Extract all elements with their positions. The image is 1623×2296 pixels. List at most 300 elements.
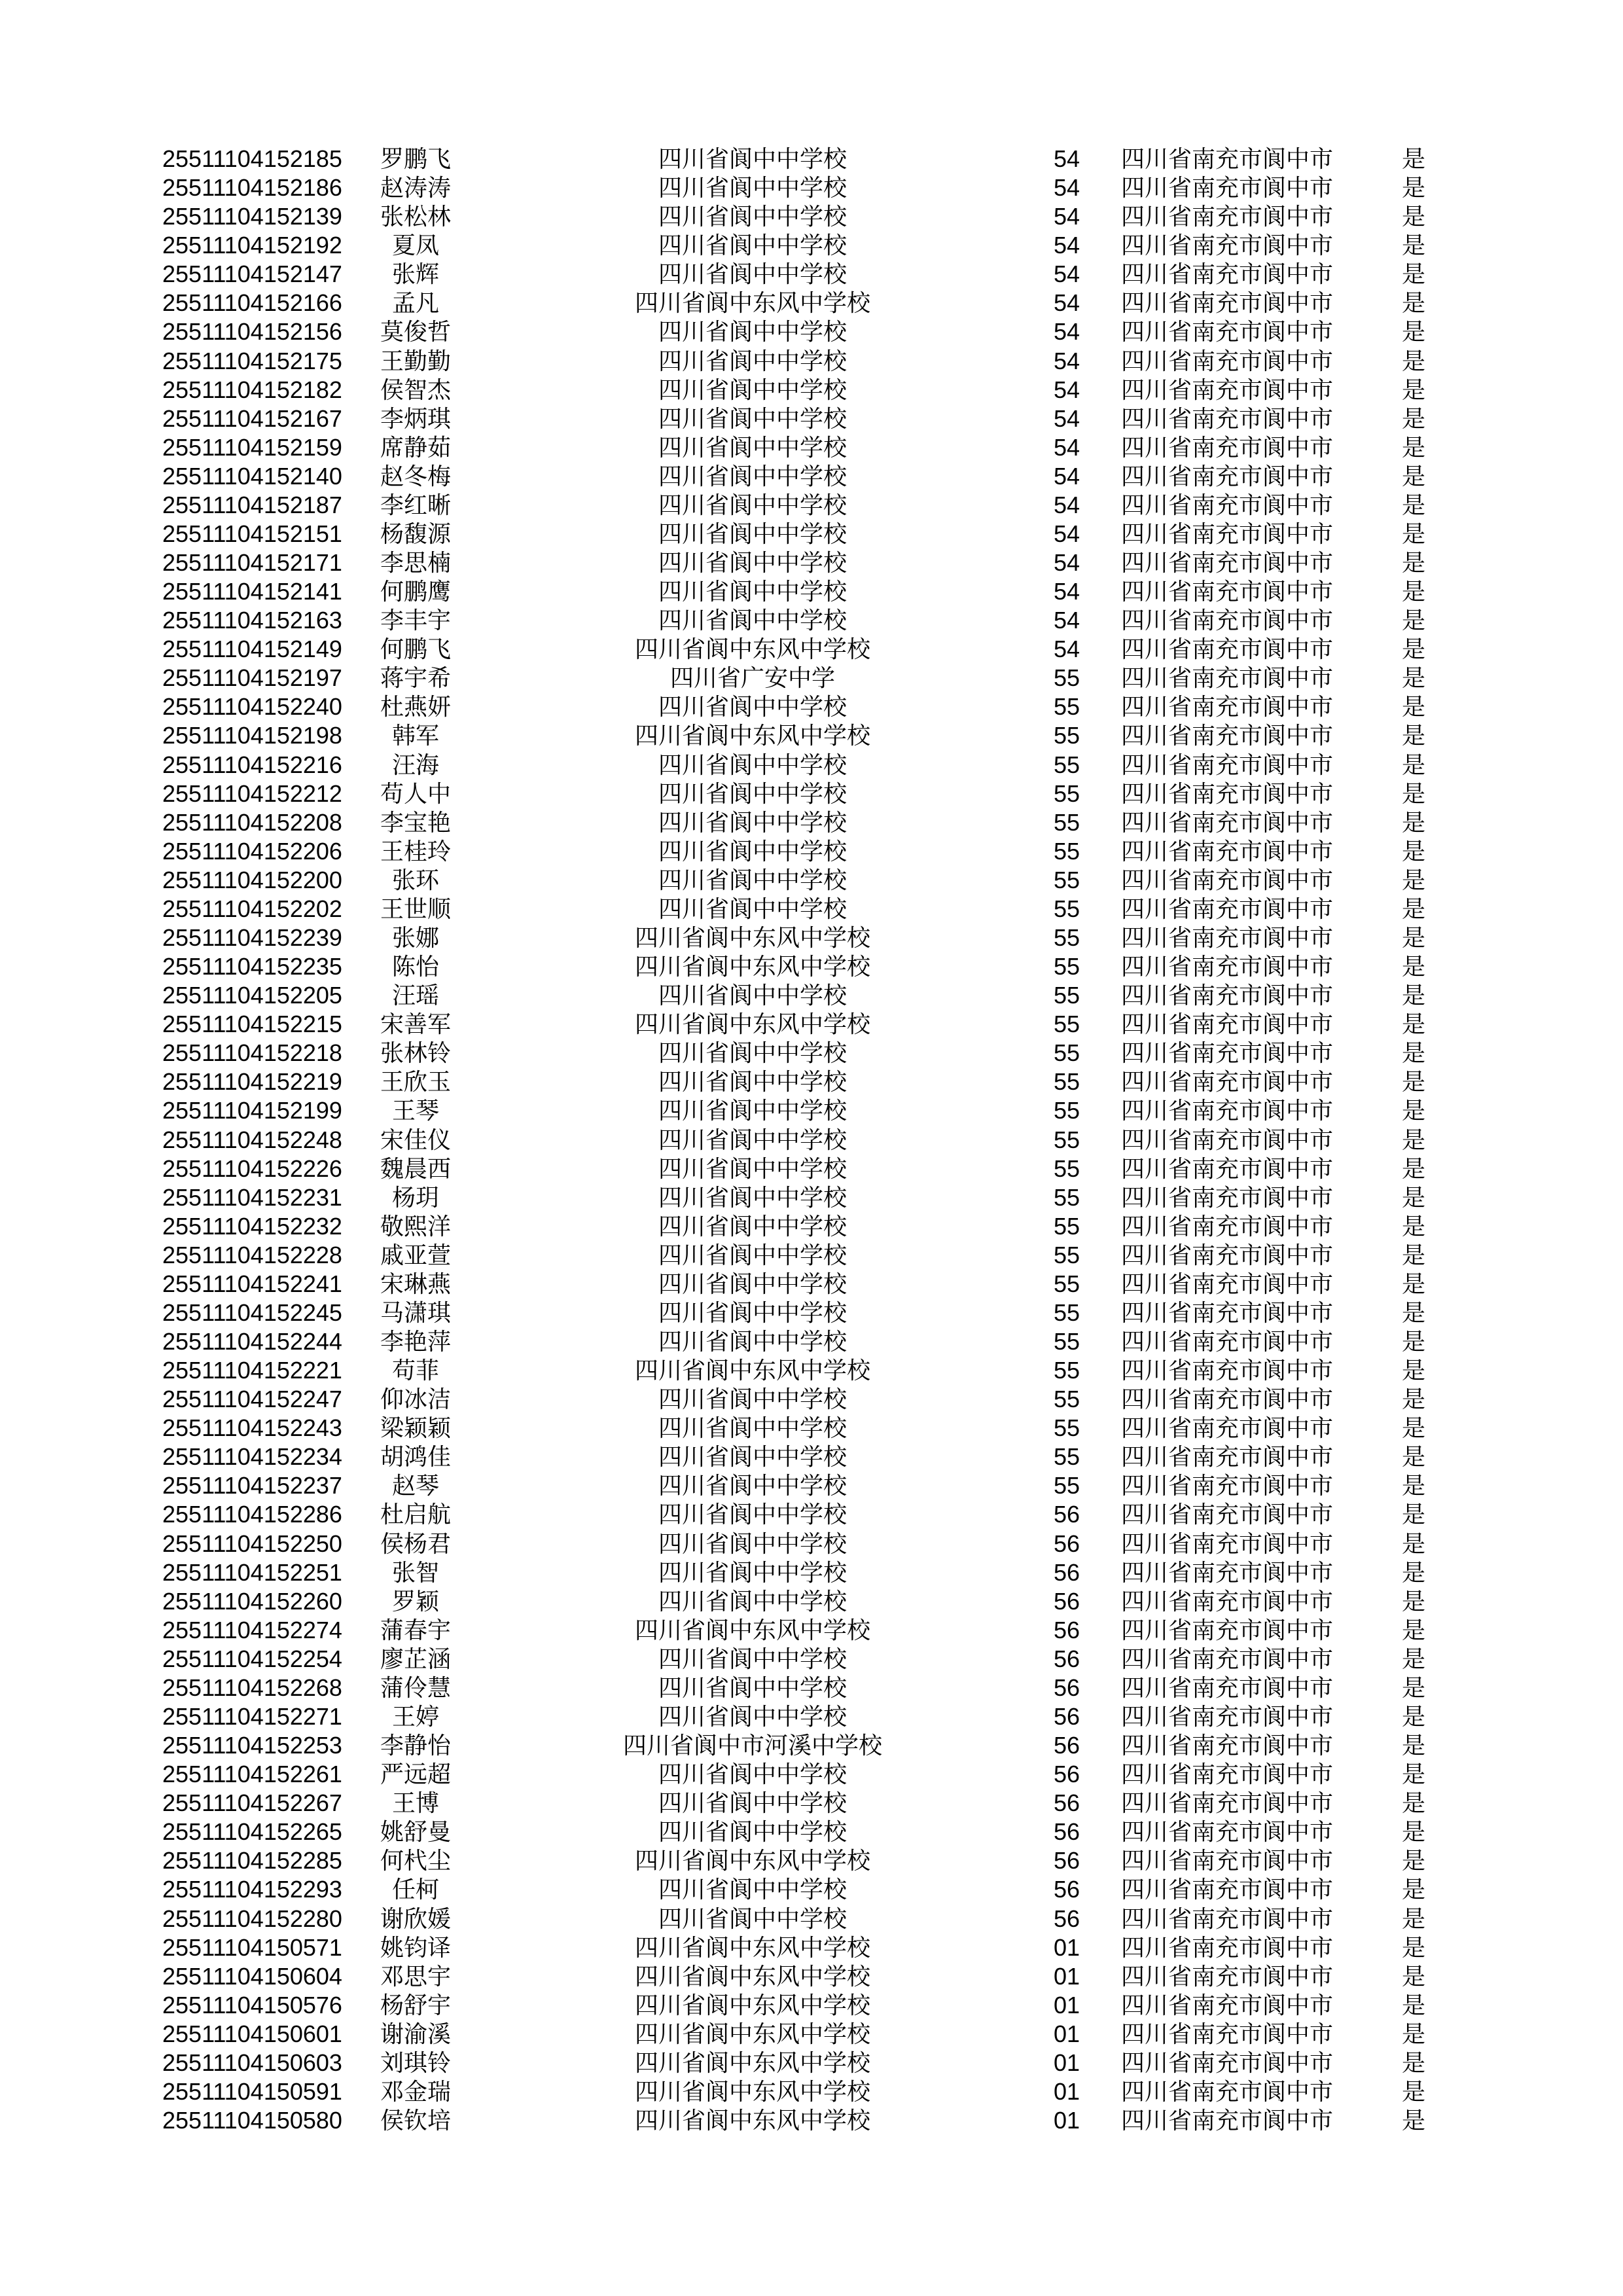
exam-id: 25511104152234	[162, 1443, 342, 1471]
region-name: 四川省南充市阆中市	[1120, 1155, 1333, 1182]
confirm-flag: 是	[1401, 1039, 1425, 1067]
table-row	[0, 1702, 1623, 1731]
school-name: 四川省阆中中学校	[658, 404, 847, 432]
exam-id: 25511104152267	[162, 1789, 342, 1817]
code-value: 55	[1053, 1299, 1080, 1326]
student-name: 侯钦培	[380, 2107, 451, 2134]
school-name: 四川省阆中中学校	[658, 1674, 847, 1701]
school-name: 四川省阆中中学校	[658, 1905, 847, 1932]
table-row	[0, 952, 1623, 981]
table-row	[0, 202, 1623, 231]
region-name: 四川省南充市阆中市	[1120, 693, 1333, 721]
school-name: 四川省阆中东风中学校	[634, 722, 870, 749]
code-value: 55	[1053, 808, 1080, 836]
exam-id: 25511104150591	[162, 2077, 342, 2105]
confirm-flag: 是	[1401, 866, 1425, 893]
school-name: 四川省阆中中学校	[658, 462, 847, 490]
region-name: 四川省南充市阆中市	[1120, 462, 1333, 490]
school-name: 四川省阆中东风中学校	[634, 636, 870, 663]
confirm-flag: 是	[1401, 1126, 1425, 1153]
student-name: 王博	[391, 1789, 439, 1817]
code-value: 56	[1053, 1818, 1080, 1846]
region-name: 四川省南充市阆中市	[1120, 1558, 1333, 1586]
confirm-flag: 是	[1401, 376, 1425, 403]
school-name: 四川省阆中东风中学校	[634, 2107, 870, 2134]
school-name: 四川省阆中中学校	[658, 1818, 847, 1846]
exam-id: 25511104152182	[162, 376, 342, 403]
region-name: 四川省南充市阆中市	[1120, 722, 1333, 749]
exam-id: 25511104152202	[162, 895, 342, 922]
student-name: 姚舒曼	[380, 1818, 451, 1846]
confirm-flag: 是	[1401, 433, 1425, 461]
school-name: 四川省阆中中学校	[658, 376, 847, 403]
confirm-flag: 是	[1401, 808, 1425, 836]
region-name: 四川省南充市阆中市	[1120, 2107, 1333, 2134]
table-row	[0, 1443, 1623, 1471]
confirm-flag: 是	[1401, 1645, 1425, 1672]
region-name: 四川省南充市阆中市	[1120, 1126, 1333, 1153]
code-value: 56	[1053, 1616, 1080, 1643]
exam-id: 25511104152215	[162, 1011, 342, 1038]
code-value: 55	[1053, 1270, 1080, 1297]
school-name: 四川省阆中东风中学校	[634, 1933, 870, 1961]
exam-id: 25511104152240	[162, 693, 342, 721]
region-name: 四川省南充市阆中市	[1120, 1818, 1333, 1846]
school-name: 四川省阆中中学校	[658, 780, 847, 807]
exam-id: 25511104150580	[162, 2107, 342, 2134]
code-value: 55	[1053, 837, 1080, 865]
confirm-flag: 是	[1401, 520, 1425, 547]
code-value: 54	[1053, 491, 1080, 518]
region-name: 四川省南充市阆中市	[1120, 174, 1333, 202]
student-name: 张林铃	[380, 1039, 451, 1067]
region-name: 四川省南充市阆中市	[1120, 2049, 1333, 2076]
code-value: 55	[1053, 895, 1080, 922]
exam-id: 25511104152248	[162, 1126, 342, 1153]
region-name: 四川省南充市阆中市	[1120, 1386, 1333, 1413]
table-row	[0, 1155, 1623, 1183]
table-row	[0, 2106, 1623, 2135]
exam-id: 25511104152241	[162, 1270, 342, 1297]
school-name: 四川省阆中中学校	[658, 1501, 847, 1528]
table-row	[0, 1962, 1623, 1991]
student-name: 侯智杰	[380, 376, 451, 403]
table-row	[0, 1558, 1623, 1587]
student-name: 姚钧译	[380, 1933, 451, 1961]
confirm-flag: 是	[1401, 1905, 1425, 1932]
region-name: 四川省南充市阆中市	[1120, 1270, 1333, 1297]
code-value: 01	[1053, 1991, 1080, 2018]
exam-id: 25511104150603	[162, 2049, 342, 2076]
student-name: 赵琴	[391, 1472, 439, 1499]
confirm-flag: 是	[1401, 404, 1425, 432]
exam-id: 25511104152159	[162, 433, 342, 461]
table-row	[0, 895, 1623, 924]
school-name: 四川省阆中中学校	[658, 1328, 847, 1355]
exam-id: 25511104152198	[162, 722, 342, 749]
code-value: 55	[1053, 1241, 1080, 1268]
student-name: 任柯	[391, 1876, 439, 1903]
school-name: 四川省阆中中学校	[658, 1530, 847, 1557]
school-name: 四川省阆中中学校	[658, 1155, 847, 1182]
school-name: 四川省阆中中学校	[658, 693, 847, 721]
confirm-flag: 是	[1401, 1732, 1425, 1759]
school-name: 四川省阆中中学校	[658, 491, 847, 518]
region-name: 四川省南充市阆中市	[1120, 1587, 1333, 1615]
code-value: 54	[1053, 607, 1080, 634]
school-name: 四川省阆中中学校	[658, 1702, 847, 1730]
exam-id: 25511104152244	[162, 1328, 342, 1355]
confirm-flag: 是	[1401, 1501, 1425, 1528]
confirm-flag: 是	[1401, 693, 1425, 721]
region-name: 四川省南充市阆中市	[1120, 1789, 1333, 1817]
exam-id: 25511104152228	[162, 1241, 342, 1268]
region-name: 四川省南充市阆中市	[1120, 1645, 1333, 1672]
region-name: 四川省南充市阆中市	[1120, 318, 1333, 346]
table-row	[0, 1789, 1623, 1818]
table-row	[0, 780, 1623, 808]
region-name: 四川省南充市阆中市	[1120, 1299, 1333, 1326]
table-row	[0, 606, 1623, 635]
region-name: 四川省南充市阆中市	[1120, 1761, 1333, 1788]
school-name: 四川省广安中学	[669, 664, 835, 692]
student-name: 王欣玉	[380, 1068, 451, 1096]
confirm-flag: 是	[1401, 232, 1425, 259]
code-value: 55	[1053, 664, 1080, 692]
exam-id: 25511104152175	[162, 347, 342, 374]
student-name: 张智	[391, 1558, 439, 1586]
table-row	[0, 1846, 1623, 1875]
exam-id: 25511104152166	[162, 289, 342, 317]
confirm-flag: 是	[1401, 2107, 1425, 2134]
confirm-flag: 是	[1401, 1847, 1425, 1874]
confirm-flag: 是	[1401, 491, 1425, 518]
code-value: 01	[1053, 1962, 1080, 1990]
confirm-flag: 是	[1401, 174, 1425, 202]
exam-id: 25511104150601	[162, 2020, 342, 2047]
exam-id: 25511104152239	[162, 924, 342, 951]
region-name: 四川省南充市阆中市	[1120, 1991, 1333, 2018]
exam-id: 25511104152197	[162, 664, 342, 692]
table-row	[0, 1587, 1623, 1616]
confirm-flag: 是	[1401, 1357, 1425, 1384]
student-name: 陈怡	[391, 953, 439, 980]
exam-id: 25511104152140	[162, 462, 342, 490]
code-value: 56	[1053, 1702, 1080, 1730]
region-name: 四川省南充市阆中市	[1120, 1962, 1333, 1990]
code-value: 01	[1053, 2020, 1080, 2047]
table-row	[0, 837, 1623, 866]
school-name: 四川省阆中中学校	[658, 982, 847, 1009]
confirm-flag: 是	[1401, 1616, 1425, 1643]
code-value: 55	[1053, 1068, 1080, 1096]
school-name: 四川省阆中中学校	[658, 751, 847, 778]
code-value: 56	[1053, 1501, 1080, 1528]
exam-id: 25511104152226	[162, 1155, 342, 1182]
confirm-flag: 是	[1401, 2077, 1425, 2105]
confirm-flag: 是	[1401, 347, 1425, 374]
school-name: 四川省阆中中学校	[658, 1587, 847, 1615]
table-row	[0, 1356, 1623, 1385]
confirm-flag: 是	[1401, 1212, 1425, 1240]
table-row	[0, 1530, 1623, 1558]
exam-id: 25511104152187	[162, 491, 342, 518]
exam-id: 25511104152163	[162, 607, 342, 634]
table-row	[0, 1905, 1623, 1933]
table-row	[0, 260, 1623, 289]
exam-id: 25511104152261	[162, 1761, 342, 1788]
exam-id: 25511104152216	[162, 751, 342, 778]
table-row	[0, 664, 1623, 692]
student-name: 蒲伶慧	[380, 1674, 451, 1701]
code-value: 55	[1053, 1357, 1080, 1384]
table-row	[0, 1645, 1623, 1674]
student-name: 杨馥源	[380, 520, 451, 547]
student-name: 张环	[391, 866, 439, 893]
table-row	[0, 751, 1623, 780]
code-value: 56	[1053, 1876, 1080, 1903]
school-name: 四川省阆中中学校	[658, 174, 847, 202]
table-row	[0, 721, 1623, 750]
table-row	[0, 577, 1623, 606]
confirm-flag: 是	[1401, 145, 1425, 172]
confirm-flag: 是	[1401, 895, 1425, 922]
exam-id: 25511104152231	[162, 1183, 342, 1211]
exam-id: 25511104152254	[162, 1645, 342, 1672]
region-name: 四川省南充市阆中市	[1120, 982, 1333, 1009]
region-name: 四川省南充市阆中市	[1120, 1732, 1333, 1759]
table-row	[0, 981, 1623, 1010]
code-value: 55	[1053, 1183, 1080, 1211]
region-name: 四川省南充市阆中市	[1120, 260, 1333, 288]
student-name: 宋佳仪	[380, 1126, 451, 1153]
school-name: 四川省阆中中学校	[658, 1443, 847, 1471]
school-name: 四川省阆中东风中学校	[634, 953, 870, 980]
exam-id: 25511104152250	[162, 1530, 342, 1557]
school-name: 四川省阆中市河溪中学校	[622, 1732, 882, 1759]
student-name: 何鹏鹰	[380, 578, 451, 605]
student-name: 何鹏飞	[380, 636, 451, 663]
region-name: 四川省南充市阆中市	[1120, 1328, 1333, 1355]
student-name: 杜启航	[380, 1501, 451, 1528]
student-name: 赵涛涛	[380, 174, 451, 202]
table-row	[0, 1616, 1623, 1645]
table-row	[0, 692, 1623, 721]
table-row	[0, 1096, 1623, 1125]
region-name: 四川省南充市阆中市	[1120, 1472, 1333, 1499]
student-name: 敬熙洋	[380, 1212, 451, 1240]
code-value: 54	[1053, 433, 1080, 461]
exam-id: 25511104152247	[162, 1386, 342, 1413]
code-value: 56	[1053, 1558, 1080, 1586]
confirm-flag: 是	[1401, 1183, 1425, 1211]
student-name: 廖芷涵	[380, 1645, 451, 1672]
confirm-flag: 是	[1401, 203, 1425, 230]
region-name: 四川省南充市阆中市	[1120, 433, 1333, 461]
table-row	[0, 2077, 1623, 2106]
code-value: 55	[1053, 1414, 1080, 1442]
region-name: 四川省南充市阆中市	[1120, 289, 1333, 317]
code-value: 55	[1053, 866, 1080, 893]
confirm-flag: 是	[1401, 1472, 1425, 1499]
confirm-flag: 是	[1401, 1097, 1425, 1124]
region-name: 四川省南充市阆中市	[1120, 837, 1333, 865]
table-row	[0, 145, 1623, 173]
table-row	[0, 1385, 1623, 1414]
exam-id: 25511104152141	[162, 578, 342, 605]
region-name: 四川省南充市阆中市	[1120, 1933, 1333, 1961]
region-name: 四川省南充市阆中市	[1120, 751, 1333, 778]
student-name: 胡鸿佳	[380, 1443, 451, 1471]
confirm-flag: 是	[1401, 1011, 1425, 1038]
student-name: 李宝艳	[380, 808, 451, 836]
exam-id: 25511104152285	[162, 1847, 342, 1874]
region-name: 四川省南充市阆中市	[1120, 1011, 1333, 1038]
confirm-flag: 是	[1401, 607, 1425, 634]
code-value: 54	[1053, 318, 1080, 346]
school-name: 四川省阆中中学校	[658, 1645, 847, 1672]
table-row	[0, 548, 1623, 577]
exam-id: 25511104152237	[162, 1472, 342, 1499]
exam-id: 25511104150571	[162, 1933, 342, 1961]
region-name: 四川省南充市阆中市	[1120, 780, 1333, 807]
code-value: 56	[1053, 1674, 1080, 1701]
table-row	[0, 1010, 1623, 1039]
exam-id: 25511104152245	[162, 1299, 342, 1326]
school-name: 四川省阆中中学校	[658, 1558, 847, 1586]
school-name: 四川省阆中东风中学校	[634, 1962, 870, 1990]
school-name: 四川省阆中中学校	[658, 1212, 847, 1240]
school-name: 四川省阆中中学校	[658, 260, 847, 288]
region-name: 四川省南充市阆中市	[1120, 924, 1333, 951]
student-name: 莫俊哲	[380, 318, 451, 346]
exam-id: 25511104152171	[162, 549, 342, 577]
code-value: 56	[1053, 1761, 1080, 1788]
code-value: 01	[1053, 2077, 1080, 2105]
student-name: 杜燕妍	[380, 693, 451, 721]
exam-id: 25511104152219	[162, 1068, 342, 1096]
student-name: 汪海	[391, 751, 439, 778]
code-value: 55	[1053, 982, 1080, 1009]
confirm-flag: 是	[1401, 1443, 1425, 1471]
code-value: 55	[1053, 1328, 1080, 1355]
exam-id: 25511104152218	[162, 1039, 342, 1067]
code-value: 56	[1053, 1732, 1080, 1759]
table-row	[0, 1760, 1623, 1789]
school-name: 四川省阆中中学校	[658, 1761, 847, 1788]
table-row	[0, 347, 1623, 376]
exam-id: 25511104152268	[162, 1674, 342, 1701]
code-value: 54	[1053, 289, 1080, 317]
region-name: 四川省南充市阆中市	[1120, 808, 1333, 836]
student-name: 李思楠	[380, 549, 451, 577]
school-name: 四川省阆中东风中学校	[634, 1847, 870, 1874]
student-name: 汪瑶	[391, 982, 439, 1009]
region-name: 四川省南充市阆中市	[1120, 636, 1333, 663]
student-name: 李静怡	[380, 1732, 451, 1759]
table-row	[0, 1674, 1623, 1702]
school-name: 四川省阆中中学校	[658, 433, 847, 461]
table-row	[0, 1991, 1623, 2020]
school-name: 四川省阆中中学校	[658, 1299, 847, 1326]
table-row	[0, 635, 1623, 664]
confirm-flag: 是	[1401, 1558, 1425, 1586]
school-name: 四川省阆中中学校	[658, 1472, 847, 1499]
confirm-flag: 是	[1401, 1155, 1425, 1182]
confirm-flag: 是	[1401, 1991, 1425, 2018]
confirm-flag: 是	[1401, 1414, 1425, 1442]
student-name: 宋善军	[380, 1011, 451, 1038]
region-name: 四川省南充市阆中市	[1120, 376, 1333, 403]
region-name: 四川省南充市阆中市	[1120, 664, 1333, 692]
exam-id: 25511104152147	[162, 260, 342, 288]
student-name: 孟凡	[391, 289, 439, 317]
table-row	[0, 924, 1623, 952]
confirm-flag: 是	[1401, 837, 1425, 865]
student-name: 严远超	[380, 1761, 451, 1788]
code-value: 54	[1053, 174, 1080, 202]
student-name: 宋琳燕	[380, 1270, 451, 1297]
school-name: 四川省阆中中学校	[658, 520, 847, 547]
confirm-flag: 是	[1401, 578, 1425, 605]
student-name: 罗颖	[391, 1587, 439, 1615]
code-value: 54	[1053, 636, 1080, 663]
school-name: 四川省阆中东风中学校	[634, 1357, 870, 1384]
student-name: 李炳琪	[380, 404, 451, 432]
code-value: 55	[1053, 780, 1080, 807]
table-row	[0, 1731, 1623, 1760]
student-name: 侯杨君	[380, 1530, 451, 1557]
table-row	[0, 2049, 1623, 2077]
exam-id: 25511104152251	[162, 1558, 342, 1586]
school-name: 四川省阆中中学校	[658, 1270, 847, 1297]
school-name: 四川省阆中东风中学校	[634, 1616, 870, 1643]
confirm-flag: 是	[1401, 751, 1425, 778]
confirm-flag: 是	[1401, 1789, 1425, 1817]
code-value: 55	[1053, 1097, 1080, 1124]
table-row	[0, 433, 1623, 462]
school-name: 四川省阆中中学校	[658, 1876, 847, 1903]
table-row	[0, 317, 1623, 346]
table-row	[0, 1241, 1623, 1270]
exam-id: 25511104152192	[162, 232, 342, 259]
code-value: 01	[1053, 1933, 1080, 1961]
table-row	[0, 1183, 1623, 1212]
region-name: 四川省南充市阆中市	[1120, 1212, 1333, 1240]
region-name: 四川省南充市阆中市	[1120, 1501, 1333, 1528]
region-name: 四川省南充市阆中市	[1120, 1702, 1333, 1730]
code-value: 54	[1053, 462, 1080, 490]
table-row	[0, 1875, 1623, 1904]
confirm-flag: 是	[1401, 1933, 1425, 1961]
school-name: 四川省阆中中学校	[658, 1386, 847, 1413]
student-name: 仰冰洁	[380, 1386, 451, 1413]
exam-id: 25511104152149	[162, 636, 342, 663]
region-name: 四川省南充市阆中市	[1120, 1530, 1333, 1557]
exam-id: 25511104152232	[162, 1212, 342, 1240]
student-name: 罗鹏飞	[380, 145, 451, 172]
confirm-flag: 是	[1401, 1876, 1425, 1903]
student-name: 王琴	[391, 1097, 439, 1124]
confirm-flag: 是	[1401, 1702, 1425, 1730]
confirm-flag: 是	[1401, 1962, 1425, 1990]
student-name: 李丰宇	[380, 607, 451, 634]
student-name: 席静茹	[380, 433, 451, 461]
table-row	[0, 1933, 1623, 1962]
exam-id: 25511104152280	[162, 1905, 342, 1932]
exam-id: 25511104152199	[162, 1097, 342, 1124]
code-value: 01	[1053, 2049, 1080, 2076]
